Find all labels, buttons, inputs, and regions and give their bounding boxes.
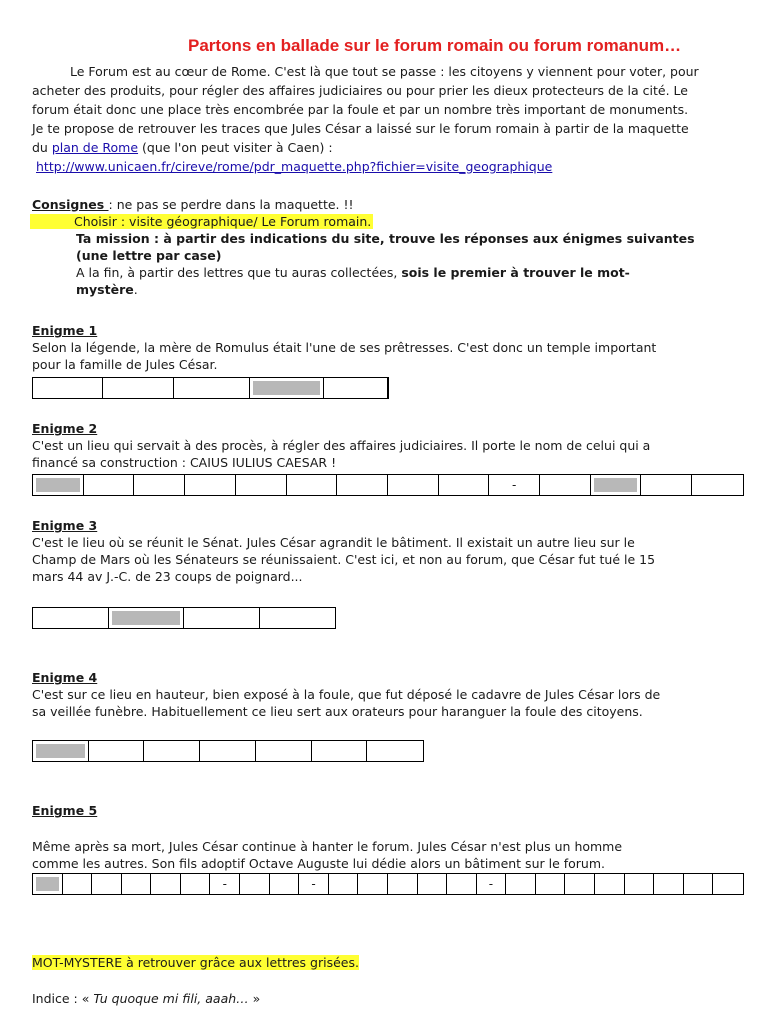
letter-cell[interactable] <box>367 741 423 761</box>
letter-cell[interactable] <box>418 874 448 894</box>
enigme-text: C'est sur ce lieu en hauteur, bien exposé à la foule, que fut déposé le cadavre de Jules César lors de <box>32 687 661 702</box>
letter-cell[interactable] <box>641 475 692 495</box>
intro-text: (que l'on peut visiter à Caen) : <box>138 140 333 155</box>
letter-cell[interactable] <box>33 475 84 495</box>
plan-de-rome-link[interactable]: plan de Rome <box>51 140 139 155</box>
letter-cell[interactable] <box>200 741 256 761</box>
letter-cell[interactable] <box>109 608 185 628</box>
letter-cell[interactable] <box>684 874 714 894</box>
fin-text: A la fin, à partir des lettres que tu auras collectées, <box>76 265 402 280</box>
letter-cell[interactable] <box>270 874 300 894</box>
letter-cell[interactable] <box>388 874 418 894</box>
letter-cell[interactable] <box>358 874 388 894</box>
fin-text: . <box>133 282 138 297</box>
intro-line <box>32 138 742 157</box>
letter-cell[interactable] <box>329 874 359 894</box>
mission-line <box>32 230 742 247</box>
letter-cell[interactable] <box>185 475 236 495</box>
enigme-text: Champ de Mars où les Sénateurs se réunissaient. C'est ici, et non au forum, que César fut tué le 15 <box>32 552 656 567</box>
letter-cell[interactable] <box>625 874 655 894</box>
letter-cell[interactable] <box>256 741 312 761</box>
letter-cell[interactable] <box>33 378 103 398</box>
answer-grid-3 <box>32 607 336 629</box>
letter-cell[interactable]: - <box>489 475 540 495</box>
enigme-3 <box>32 517 744 585</box>
letter-cell[interactable] <box>134 475 185 495</box>
letter-cell[interactable] <box>250 378 324 398</box>
letter-cell[interactable] <box>63 874 93 894</box>
mission-line: (une lettre par case) <box>76 248 222 263</box>
enigme-text: Même après sa mort, Jules César continue à hanter le forum. Jules César n'est plus un homme <box>32 839 623 854</box>
letter-cell[interactable] <box>337 475 388 495</box>
fin-text-bold: mystère <box>76 282 134 297</box>
letter-cell[interactable] <box>184 608 260 628</box>
letter-cell[interactable] <box>103 378 174 398</box>
letter-cell[interactable] <box>388 475 439 495</box>
maquette-url-link[interactable]: http://www.unicaen.fr/cireve/rome/pdr_maquette.php?fichier=visite_geographique <box>36 159 553 174</box>
enigme-title: Enigme 1 <box>32 323 98 338</box>
indice-end: » <box>248 991 261 1006</box>
letter-cell[interactable] <box>33 741 89 761</box>
letter-cell[interactable]: - <box>210 874 240 894</box>
indice-line <box>32 990 260 1007</box>
intro-text: du <box>32 140 52 155</box>
answer-grid-4 <box>32 740 424 762</box>
mot-mystere-highlight: MOT-MYSTERE à retrouver grâce aux lettres grisées. <box>32 955 359 970</box>
mission-text: , trouve les réponses aux énigmes suivantes <box>379 231 695 246</box>
enigme-title: Enigme 2 <box>32 421 98 436</box>
letter-cell[interactable] <box>565 874 595 894</box>
mission-text: Ta mission : à partir des indications du site <box>76 231 380 246</box>
letter-cell[interactable] <box>92 874 122 894</box>
consignes-text: : ne pas se perdre dans la maquette. !! <box>108 197 354 212</box>
letter-cell[interactable] <box>287 475 338 495</box>
letter-cell[interactable] <box>144 741 200 761</box>
fin-text-bold: sois le premier à trouver le mot- <box>401 265 630 280</box>
enigme-title: Enigme 4 <box>32 670 98 685</box>
page-title: Partons en ballade sur le forum romain ou forum romanum… <box>188 36 682 55</box>
letter-cell[interactable] <box>536 874 566 894</box>
letter-cell[interactable] <box>591 475 642 495</box>
intro-line: Le Forum est au cœur de Rome. C'est là que tout se passe : les citoyens y viennent pour voter, pour <box>70 64 699 79</box>
letter-cell[interactable] <box>89 741 145 761</box>
letter-cell[interactable] <box>236 475 287 495</box>
letter-cell[interactable]: - <box>477 874 507 894</box>
fin-line <box>32 281 742 298</box>
intro-line: forum était donc une place très encombrée par la foule et par un nombre très important de monuments. <box>32 102 689 117</box>
enigme-5 <box>32 802 744 872</box>
enigme-title: Enigme 3 <box>32 518 98 533</box>
letter-cell[interactable] <box>595 874 625 894</box>
letter-cell[interactable] <box>312 741 368 761</box>
letter-cell[interactable] <box>174 378 250 398</box>
letter-cell[interactable] <box>439 475 490 495</box>
indice-label: Indice : « <box>32 991 94 1006</box>
enigme-text: mars 44 av J.-C. de 23 coups de poignard... <box>32 569 303 584</box>
indice-quote: Tu quoque mi fili, aaah… <box>93 991 249 1006</box>
intro-line <box>32 157 742 176</box>
letter-cell[interactable] <box>84 475 135 495</box>
letter-cell[interactable] <box>692 475 743 495</box>
enigme-4 <box>32 669 744 720</box>
letter-cell[interactable] <box>324 378 388 398</box>
answer-grid-1 <box>32 377 389 399</box>
letter-cell[interactable] <box>447 874 477 894</box>
intro-paragraph <box>32 62 742 176</box>
intro-line: Je te propose de retrouver les traces que Jules César a laissé sur le forum romain à partir de la maquette <box>32 121 689 136</box>
enigme-text: C'est le lieu où se réunit le Sénat. Jules César agrandit le bâtiment. Il existait un autre lieu sur le <box>32 535 635 550</box>
enigme-text: C'est un lieu qui servait à des procès, à régler des affaires judiciaires. Il porte le nom de celui qui a <box>32 438 651 453</box>
consignes-block <box>32 196 742 298</box>
choisir-line <box>32 213 742 230</box>
consignes-line <box>32 196 742 213</box>
letter-cell[interactable] <box>181 874 211 894</box>
enigme-text: comme les autres. Son fils adoptif Octave Auguste lui dédie alors un bâtiment sur le forum. <box>32 856 605 871</box>
letter-cell[interactable] <box>33 608 109 628</box>
letter-cell[interactable] <box>33 874 63 894</box>
fin-line <box>32 264 742 281</box>
mot-mystere-line <box>32 954 359 971</box>
letter-cell[interactable]: - <box>299 874 329 894</box>
letter-cell[interactable] <box>540 475 591 495</box>
consignes-label: Consignes <box>32 197 109 212</box>
enigme-text: Selon la légende, la mère de Romulus était l'une de ses prêtresses. C'est donc un temple important <box>32 340 657 355</box>
enigme-text: sa veillée funèbre. Habituellement ce lieu sert aux orateurs pour haranguer la foule des citoyens. <box>32 704 643 719</box>
enigme-title: Enigme 5 <box>32 803 98 818</box>
enigme-text: financé sa construction : CAIUS IULIUS CAESAR ! <box>32 455 337 470</box>
letter-cell[interactable] <box>506 874 536 894</box>
intro-line: acheter des produits, pour régler des affaires judiciaires ou pour prier les dieux protecteurs de la cité. Le <box>32 83 688 98</box>
answer-grid-2 <box>32 474 744 496</box>
enigme-text: pour la famille de Jules César. <box>32 357 218 372</box>
enigme-2 <box>32 420 744 471</box>
letter-cell[interactable] <box>240 874 270 894</box>
letter-cell[interactable] <box>122 874 152 894</box>
letter-cell[interactable] <box>151 874 181 894</box>
letter-cell[interactable] <box>713 874 743 894</box>
enigme-1 <box>32 322 744 373</box>
letter-cell[interactable] <box>654 874 684 894</box>
letter-cell[interactable] <box>260 608 336 628</box>
choisir-highlight: Choisir : visite géographique/ Le Forum romain. <box>30 214 373 229</box>
answer-grid-5 <box>32 873 744 895</box>
